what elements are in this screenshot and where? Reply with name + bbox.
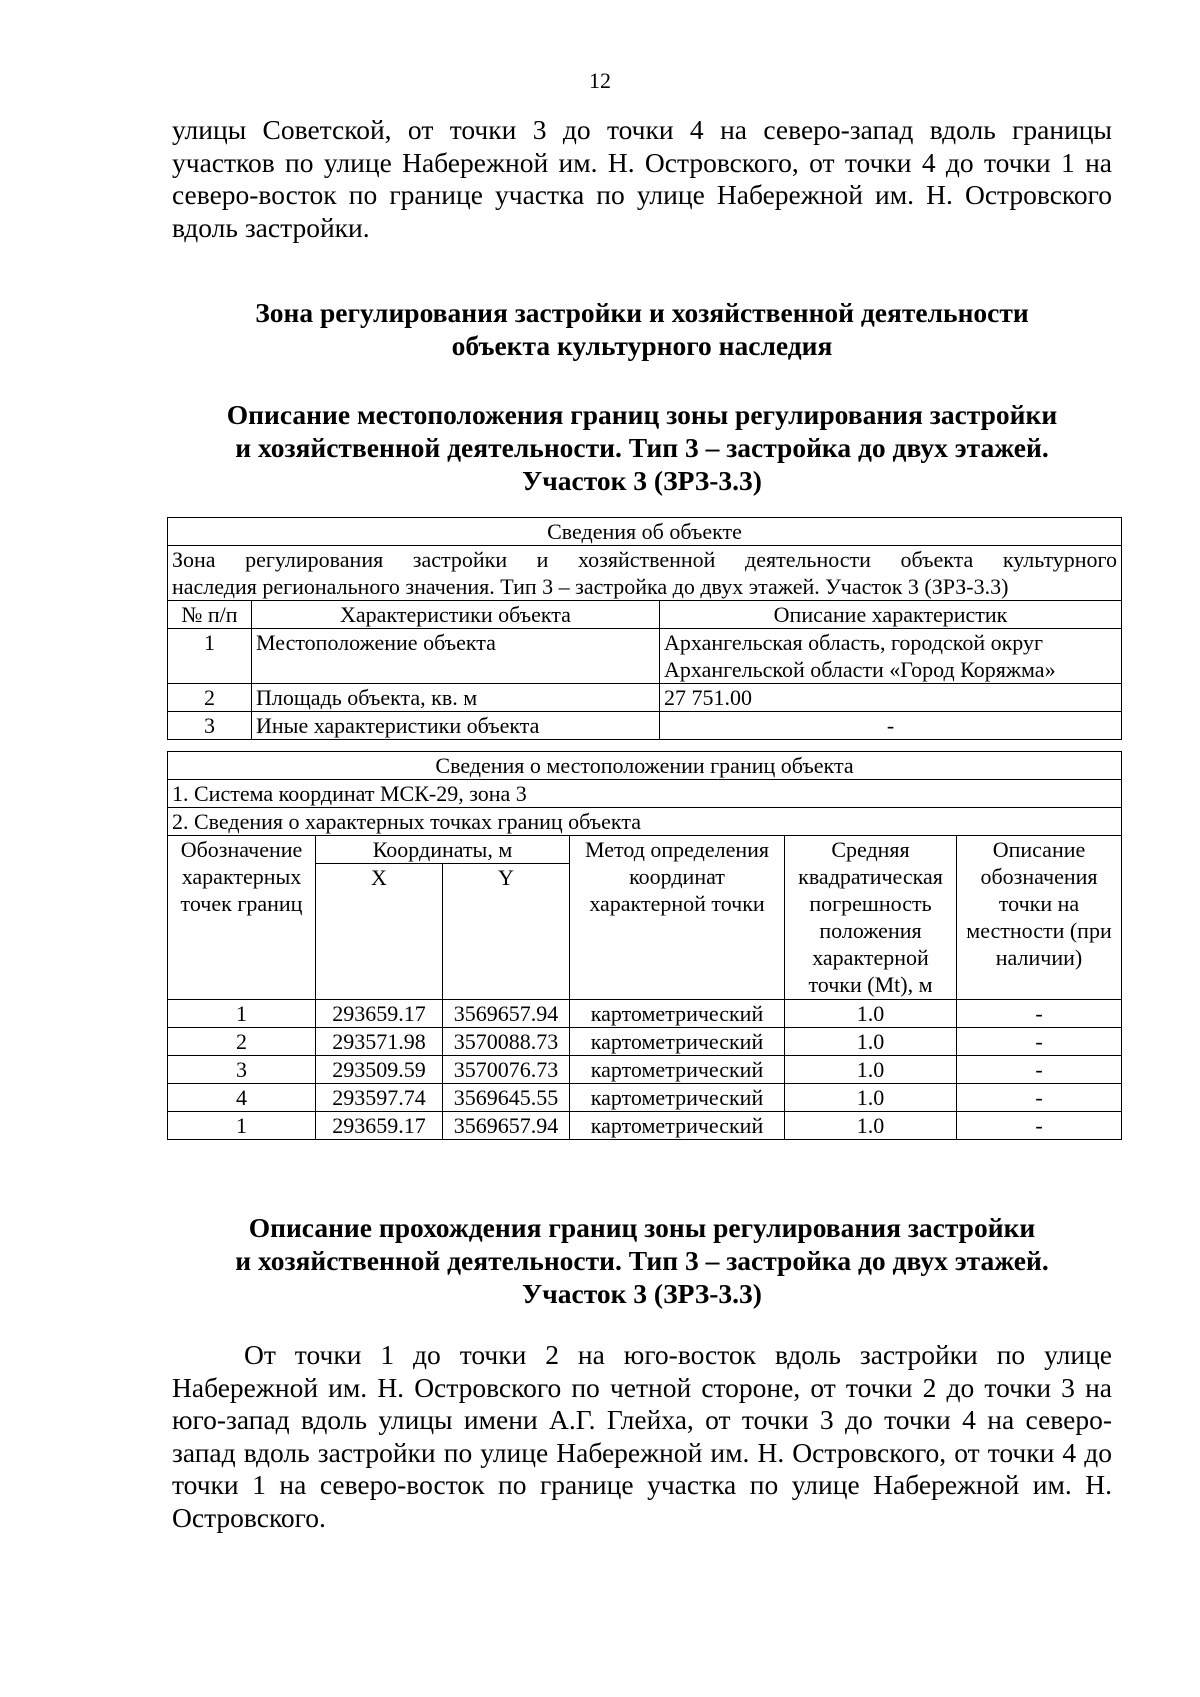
- table-row: [168, 712, 1122, 740]
- point-id: 4: [168, 1084, 316, 1112]
- row-value: 27 751.00: [660, 684, 1122, 712]
- point-method: картометрический: [570, 1084, 785, 1112]
- point-desc: -: [957, 1112, 1122, 1140]
- header-description: Описание характеристик: [660, 601, 1122, 629]
- row-name: Местоположение объекта: [252, 629, 660, 684]
- point-y: 3569657.94: [443, 1000, 570, 1028]
- point-x: 293659.17: [316, 1112, 443, 1140]
- object-name-line-1: Зона регулирования застройки и хозяйственной деятельности объекта культурного: [172, 547, 1118, 572]
- point-desc: -: [957, 1056, 1122, 1084]
- description-heading: [172, 398, 1112, 497]
- row-value: -: [660, 712, 1122, 740]
- header-x: X: [316, 864, 443, 1000]
- point-x: 293659.17: [316, 1000, 443, 1028]
- point-x: 293571.98: [316, 1028, 443, 1056]
- object-table-title: Сведения об объекте: [168, 518, 1122, 546]
- description-heading-line-2: и хозяйственной деятельности. Тип 3 – застройка до двух этажей.: [235, 432, 1049, 463]
- header-y: Y: [443, 864, 570, 1000]
- intro-paragraph: улицы Советской, от точки 3 до точки 4 на северо-запад вдоль границы участков по улице Набережной им. Н. Островского, от точки 4 до точки 1 на северо-восток по границе участка по улице Набережной им. Н. Островского вдоль застройки.: [172, 114, 1112, 243]
- point-id: 1: [168, 1000, 316, 1028]
- table-row: [168, 684, 1122, 712]
- point-mt: 1.0: [785, 1056, 957, 1084]
- row-value: Архангельская область, городской округ Архангельской области «Город Коряжма»: [660, 629, 1122, 684]
- passage-heading-line-2: и хозяйственной деятельности. Тип 3 – застройка до двух этажей.: [235, 1245, 1049, 1276]
- passage-heading-line-1: Описание прохождения границ зоны регулирования застройки: [248, 1212, 1036, 1243]
- zone-heading-line-1: Зона регулирования застройки и хозяйственной деятельности: [255, 297, 1029, 328]
- point-y: 3570088.73: [443, 1028, 570, 1056]
- table-row: [168, 1112, 1122, 1140]
- zone-heading-line-2: объекта культурного наследия: [451, 330, 833, 361]
- location-header-row: [168, 836, 1122, 864]
- header-num: № п/п: [168, 601, 252, 629]
- description-heading-line-3: Участок 3 (ЗРЗ-3.3): [522, 465, 762, 496]
- object-table-header-row: [168, 601, 1122, 629]
- point-id: 1: [168, 1112, 316, 1140]
- point-method: картометрический: [570, 1056, 785, 1084]
- description-heading-line-1: Описание местоположения границ зоны регулирования застройки: [226, 399, 1058, 430]
- table-row: [168, 1028, 1122, 1056]
- passage-heading-line-3: Участок 3 (ЗРЗ-3.3): [522, 1278, 762, 1309]
- header-coordinates: Координаты, м: [316, 836, 570, 864]
- point-x: 293509.59: [316, 1056, 443, 1084]
- point-desc: -: [957, 1000, 1122, 1028]
- point-mt: 1.0: [785, 1112, 957, 1140]
- header-error: Средняя квадратическая погрешность положения характерной точки (Mt), м: [785, 836, 957, 1000]
- row-name: Иные характеристики объекта: [252, 712, 660, 740]
- object-info-table: [167, 517, 1122, 740]
- point-method: картометрический: [570, 1112, 785, 1140]
- point-id: 3: [168, 1056, 316, 1084]
- row-num: 3: [168, 712, 252, 740]
- point-method: картометрический: [570, 1028, 785, 1056]
- header-method: Метод определения координат характерной точки: [570, 836, 785, 1000]
- row-name: Площадь объекта, кв. м: [252, 684, 660, 712]
- location-table-title: Сведения о местоположении границ объекта: [168, 752, 1122, 780]
- point-mt: 1.0: [785, 1028, 957, 1056]
- header-characteristics: Характеристики объекта: [252, 601, 660, 629]
- passage-heading: [172, 1211, 1112, 1310]
- point-y: 3569645.55: [443, 1084, 570, 1112]
- point-x: 293597.74: [316, 1084, 443, 1112]
- point-y: 3570076.73: [443, 1056, 570, 1084]
- zone-heading: [172, 296, 1112, 362]
- header-desc: Описание обозначения точки на местности (при наличии): [957, 836, 1122, 1000]
- row-num: 1: [168, 629, 252, 684]
- object-name-line-2: наследия регионального значения. Тип 3 – застройка до двух этажей. Участок 3 (ЗРЗ-3.3): [172, 574, 1009, 599]
- point-mt: 1.0: [785, 1000, 957, 1028]
- table-row: [168, 629, 1122, 684]
- point-id: 2: [168, 1028, 316, 1056]
- point-desc: -: [957, 1028, 1122, 1056]
- final-paragraph: От точки 1 до точки 2 на юго-восток вдоль застройки по улице Набережной им. Н. Островского по четной стороне, от точки 2 до точки 3 на юго-запад вдоль улицы имени А.Г. Глейха, от точки 3 до точки 4 на северо-запад вдоль застройки по улице Набережной им. Н. Островского, от точки 4 до точки 1 на северо-восток по границе участка по улице Набережной им. Н. Островского.: [172, 1339, 1112, 1533]
- point-method: картометрический: [570, 1000, 785, 1028]
- point-y: 3569657.94: [443, 1112, 570, 1140]
- coord-system: 1. Система координат МСК-29, зона 3: [168, 780, 1122, 808]
- points-info: 2. Сведения о характерных точках границ объекта: [168, 808, 1122, 836]
- point-mt: 1.0: [785, 1084, 957, 1112]
- row-num: 2: [168, 684, 252, 712]
- header-designation: Обозначение характерных точек границ: [168, 836, 316, 1000]
- point-desc: -: [957, 1084, 1122, 1112]
- table-row: [168, 1084, 1122, 1112]
- table-row: [168, 1056, 1122, 1084]
- object-name-cell: [168, 546, 1122, 601]
- table-row: [168, 1000, 1122, 1028]
- page-number: 12: [589, 68, 611, 93]
- location-table: [167, 751, 1122, 1140]
